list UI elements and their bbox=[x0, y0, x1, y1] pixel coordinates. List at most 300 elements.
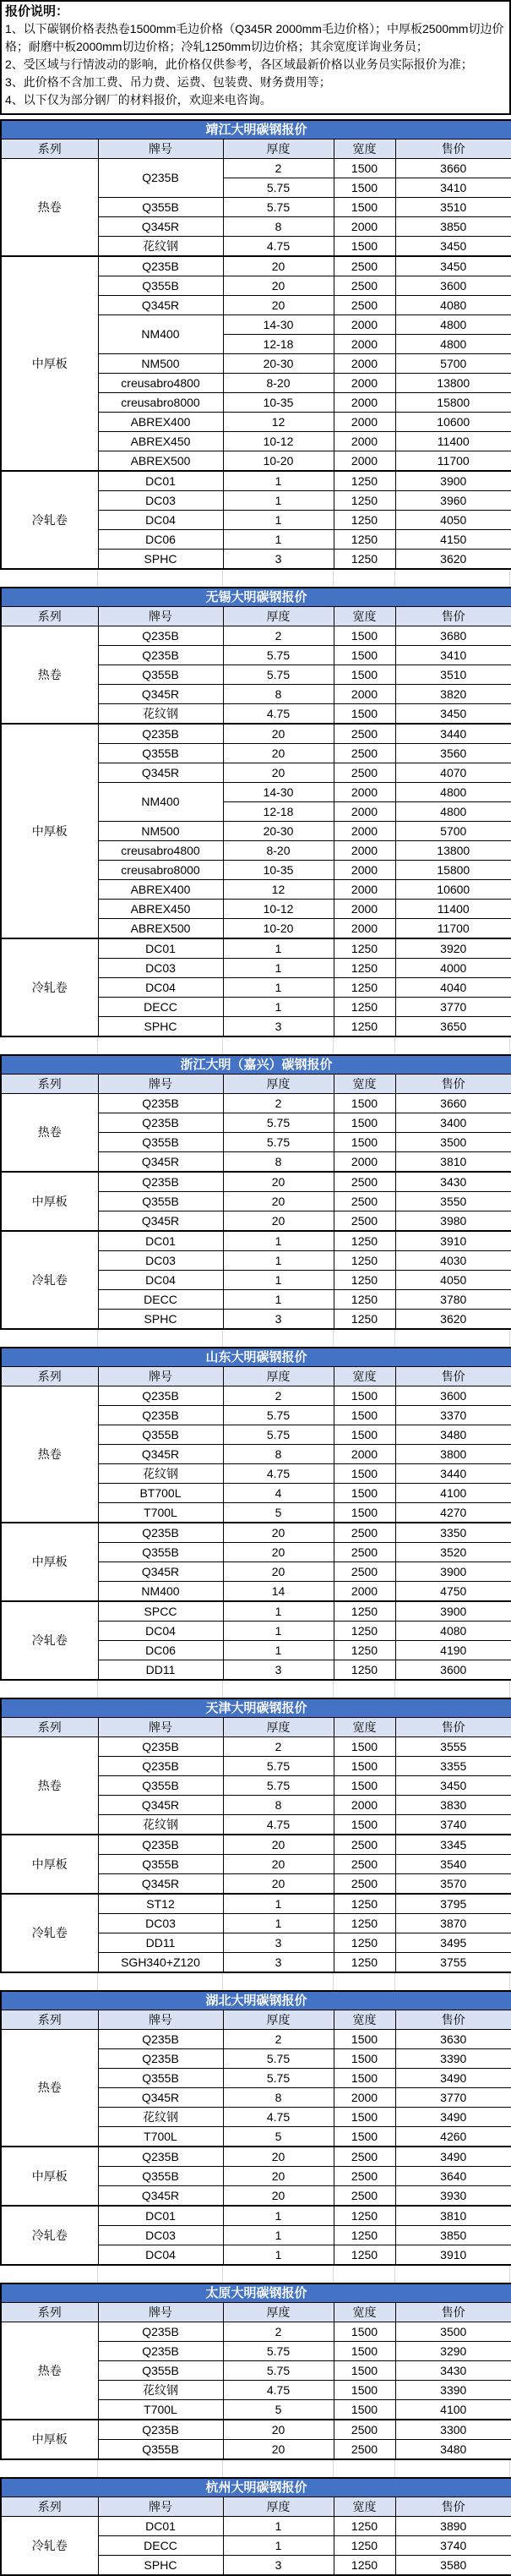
series-cell: 热卷 bbox=[1, 1737, 98, 1835]
column-header-width: 宽度 bbox=[334, 2010, 395, 2030]
thickness-cell: 20 bbox=[223, 296, 334, 315]
width-cell: 2500 bbox=[334, 744, 395, 763]
column-header-series: 系列 bbox=[1, 2497, 98, 2517]
price-cell: 3780 bbox=[395, 1290, 511, 1310]
grade-cell: 花纹钢 bbox=[98, 1815, 223, 1835]
width-cell: 2500 bbox=[334, 2186, 395, 2207]
width-cell: 1250 bbox=[334, 2536, 395, 2556]
grade-cell: Q345R bbox=[98, 2088, 223, 2108]
grade-cell: Q345R bbox=[98, 763, 223, 783]
width-cell: 1500 bbox=[334, 2381, 395, 2400]
thickness-cell: 20 bbox=[223, 724, 334, 744]
series-cell: 热卷 bbox=[1, 2322, 98, 2420]
column-header-width: 宽度 bbox=[334, 139, 395, 159]
price-cell: 3630 bbox=[395, 2030, 511, 2049]
thickness-cell: 12-18 bbox=[223, 802, 334, 822]
thickness-cell: 1 bbox=[223, 998, 334, 1017]
width-cell: 1250 bbox=[334, 1251, 395, 1271]
width-cell: 1500 bbox=[334, 178, 395, 198]
price-cell: 3570 bbox=[395, 1874, 511, 1895]
price-cell: 11400 bbox=[395, 900, 511, 919]
thickness-cell: 5.75 bbox=[223, 1757, 334, 1776]
width-cell: 2000 bbox=[334, 1445, 395, 1464]
price-cell: 4000 bbox=[395, 959, 511, 978]
width-cell: 1500 bbox=[334, 646, 395, 665]
grade-cell: Q345R bbox=[98, 1562, 223, 1582]
price-table bbox=[0, 1698, 511, 1973]
grade-cell: Q355B bbox=[98, 2167, 223, 2186]
series-cell: 中厚板 bbox=[1, 1523, 98, 1601]
column-header-width: 宽度 bbox=[334, 1367, 395, 1386]
width-cell: 1250 bbox=[334, 1601, 395, 1622]
thickness-cell: 1 bbox=[223, 1622, 334, 1641]
grade-cell: DC03 bbox=[98, 1914, 223, 1933]
grade-cell: creusabro8000 bbox=[98, 393, 223, 413]
grade-cell: Q235B bbox=[98, 1523, 223, 1543]
grade-cell: DC01 bbox=[98, 2206, 223, 2226]
column-header-thickness: 厚度 bbox=[223, 2497, 334, 2517]
column-header-price: 售价 bbox=[395, 2010, 511, 2030]
width-cell: 1250 bbox=[334, 2517, 395, 2536]
grade-cell: DD11 bbox=[98, 1933, 223, 1953]
price-cell: 3900 bbox=[395, 471, 511, 491]
grade-cell: Q355B bbox=[98, 1543, 223, 1562]
thickness-cell: 5.75 bbox=[223, 665, 334, 685]
price-cell: 3600 bbox=[395, 1386, 511, 1406]
price-cell: 5700 bbox=[395, 822, 511, 841]
thickness-cell: 20 bbox=[223, 1523, 334, 1543]
price-table bbox=[0, 119, 511, 570]
thickness-cell: 4.75 bbox=[223, 1815, 334, 1835]
thickness-cell: 20 bbox=[223, 1543, 334, 1562]
width-cell: 1250 bbox=[334, 1622, 395, 1641]
column-header-thickness: 厚度 bbox=[223, 2303, 334, 2322]
thickness-cell: 8-20 bbox=[223, 374, 334, 393]
grade-cell: Q355B bbox=[98, 2361, 223, 2381]
price-cell: 3540 bbox=[395, 1855, 511, 1874]
thickness-cell: 2 bbox=[223, 2322, 334, 2342]
thickness-cell: 2 bbox=[223, 1094, 334, 1113]
width-cell: 2000 bbox=[334, 393, 395, 413]
width-cell: 1500 bbox=[334, 159, 395, 178]
width-cell: 1250 bbox=[334, 2206, 395, 2226]
grade-cell: creusabro4800 bbox=[98, 841, 223, 861]
price-table-grid bbox=[0, 1698, 511, 1973]
price-cell: 4800 bbox=[395, 315, 511, 335]
grade-cell: 花纹钢 bbox=[98, 1464, 223, 1484]
thickness-cell: 5 bbox=[223, 2127, 334, 2147]
width-cell: 2000 bbox=[334, 802, 395, 822]
width-cell: 2500 bbox=[334, 1172, 395, 1192]
width-cell: 2500 bbox=[334, 276, 395, 296]
thickness-cell: 20 bbox=[223, 2186, 334, 2207]
grade-cell: Q235B bbox=[98, 724, 223, 744]
price-cell: 4800 bbox=[395, 783, 511, 802]
thickness-cell: 1 bbox=[223, 1290, 334, 1310]
grade-cell: Q355B bbox=[98, 744, 223, 763]
price-cell: 3410 bbox=[395, 178, 511, 198]
thickness-cell: 4.75 bbox=[223, 2108, 334, 2127]
width-cell: 2500 bbox=[334, 1855, 395, 1874]
price-cell: 3490 bbox=[395, 2069, 511, 2088]
width-cell: 1250 bbox=[334, 1933, 395, 1953]
thickness-cell: 10-12 bbox=[223, 432, 334, 451]
price-table-grid bbox=[0, 1054, 511, 1330]
width-cell: 2500 bbox=[334, 724, 395, 744]
grade-cell: DC06 bbox=[98, 530, 223, 550]
column-header-price: 售价 bbox=[395, 607, 511, 626]
grade-cell: NM500 bbox=[98, 354, 223, 374]
grade-cell: BT700L bbox=[98, 1484, 223, 1503]
price-cell: 3440 bbox=[395, 724, 511, 744]
price-table bbox=[0, 2477, 511, 2576]
grade-cell: Q355B bbox=[98, 276, 223, 296]
thickness-cell: 3 bbox=[223, 1933, 334, 1953]
thickness-cell: 5 bbox=[223, 1503, 334, 1523]
thickness-cell: 1 bbox=[223, 2517, 334, 2536]
price-cell: 4190 bbox=[395, 1641, 511, 1660]
grade-cell: DC01 bbox=[98, 938, 223, 959]
price-cell: 11700 bbox=[395, 451, 511, 472]
width-cell: 2500 bbox=[334, 296, 395, 315]
price-cell: 3370 bbox=[395, 1406, 511, 1425]
width-cell: 1500 bbox=[334, 2030, 395, 2049]
column-header-width: 宽度 bbox=[334, 607, 395, 626]
grade-cell: Q345R bbox=[98, 685, 223, 704]
width-cell: 2000 bbox=[334, 919, 395, 939]
width-cell: 1500 bbox=[334, 2069, 395, 2088]
price-cell: 4150 bbox=[395, 530, 511, 550]
price-cell: 3400 bbox=[395, 1113, 511, 1133]
price-cell: 4080 bbox=[395, 1622, 511, 1641]
thickness-cell: 3 bbox=[223, 1953, 334, 1973]
column-header-price: 售价 bbox=[395, 2497, 511, 2517]
width-cell: 1500 bbox=[334, 237, 395, 257]
width-cell: 1500 bbox=[334, 1406, 395, 1425]
price-cell: 3740 bbox=[395, 2536, 511, 2556]
tables-container bbox=[0, 119, 511, 2576]
price-cell: 4040 bbox=[395, 978, 511, 998]
thickness-cell: 10-12 bbox=[223, 900, 334, 919]
grade-cell: Q235B bbox=[98, 2147, 223, 2167]
thickness-cell: 1 bbox=[223, 959, 334, 978]
thickness-cell: 20 bbox=[223, 763, 334, 783]
thickness-cell: 3 bbox=[223, 1310, 334, 1330]
thickness-cell: 1 bbox=[223, 1271, 334, 1290]
thickness-cell: 1 bbox=[223, 2536, 334, 2556]
grade-cell: Q235B bbox=[98, 1406, 223, 1425]
thickness-cell: 20 bbox=[223, 1192, 334, 1211]
width-cell: 2500 bbox=[334, 2147, 395, 2167]
price-cell: 3500 bbox=[395, 1133, 511, 1152]
price-cell: 3660 bbox=[395, 159, 511, 178]
price-cell: 3440 bbox=[395, 1464, 511, 1484]
grade-cell: Q345R bbox=[98, 296, 223, 315]
price-cell: 4100 bbox=[395, 2400, 511, 2420]
table-gap bbox=[0, 570, 511, 587]
column-header-grade: 牌号 bbox=[98, 1075, 223, 1094]
table-gap bbox=[0, 2266, 511, 2283]
price-cell: 4270 bbox=[395, 1503, 511, 1523]
width-cell: 1250 bbox=[334, 959, 395, 978]
column-header-width: 宽度 bbox=[334, 2497, 395, 2517]
width-cell: 2500 bbox=[334, 1835, 395, 1855]
series-cell: 冷轧卷 bbox=[1, 938, 98, 1036]
grade-cell: ABREX500 bbox=[98, 919, 223, 939]
column-header-series: 系列 bbox=[1, 1718, 98, 1737]
grade-cell: ABREX500 bbox=[98, 451, 223, 472]
grade-cell: ABREX400 bbox=[98, 880, 223, 900]
thickness-cell: 5.75 bbox=[223, 1425, 334, 1445]
price-cell: 4050 bbox=[395, 1271, 511, 1290]
thickness-cell: 2 bbox=[223, 159, 334, 178]
table-title: 山东大明碳钢报价 bbox=[1, 1348, 511, 1367]
price-cell: 4080 bbox=[395, 296, 511, 315]
thickness-cell: 5.75 bbox=[223, 178, 334, 198]
width-cell: 1500 bbox=[334, 704, 395, 725]
width-cell: 2500 bbox=[334, 2420, 395, 2440]
grade-cell: Q355B bbox=[98, 1855, 223, 1874]
price-cell: 3450 bbox=[395, 256, 511, 276]
grade-cell: Q235B bbox=[98, 2420, 223, 2440]
thickness-cell: 3 bbox=[223, 550, 334, 570]
price-cell: 10600 bbox=[395, 413, 511, 432]
width-cell: 1500 bbox=[334, 1484, 395, 1503]
thickness-cell: 20 bbox=[223, 1211, 334, 1232]
price-cell: 3510 bbox=[395, 198, 511, 217]
price-cell: 15800 bbox=[395, 861, 511, 880]
thickness-cell: 14 bbox=[223, 1582, 334, 1602]
grade-cell: DC03 bbox=[98, 959, 223, 978]
column-header-price: 售价 bbox=[395, 1718, 511, 1737]
width-cell: 2000 bbox=[334, 335, 395, 354]
price-table-grid bbox=[0, 1990, 511, 2266]
grade-cell: ABREX400 bbox=[98, 413, 223, 432]
grade-cell: DC04 bbox=[98, 1622, 223, 1641]
grade-cell: ABREX450 bbox=[98, 900, 223, 919]
grade-cell: Q235B bbox=[98, 1757, 223, 1776]
price-cell: 3640 bbox=[395, 2167, 511, 2186]
thickness-cell: 10-35 bbox=[223, 861, 334, 880]
width-cell: 2000 bbox=[334, 451, 395, 472]
price-table bbox=[0, 2283, 511, 2460]
price-cell: 3900 bbox=[395, 1601, 511, 1622]
grade-cell: 花纹钢 bbox=[98, 2381, 223, 2400]
price-cell: 3980 bbox=[395, 1211, 511, 1232]
price-cell: 3770 bbox=[395, 998, 511, 1017]
thickness-cell: 5.75 bbox=[223, 646, 334, 665]
thickness-cell: 20 bbox=[223, 2147, 334, 2167]
thickness-cell: 8 bbox=[223, 685, 334, 704]
series-cell: 中厚板 bbox=[1, 1172, 98, 1231]
price-cell: 3345 bbox=[395, 1835, 511, 1855]
thickness-cell: 20 bbox=[223, 1172, 334, 1192]
width-cell: 2000 bbox=[334, 783, 395, 802]
notes-line-4: 4、以下仅为部分钢厂的材料报价，欢迎来电咨询。 bbox=[5, 93, 272, 107]
thickness-cell: 5.75 bbox=[223, 198, 334, 217]
column-header-grade: 牌号 bbox=[98, 2303, 223, 2322]
column-header-series: 系列 bbox=[1, 1367, 98, 1386]
width-cell: 1250 bbox=[334, 530, 395, 550]
price-cell: 4750 bbox=[395, 1582, 511, 1602]
width-cell: 1500 bbox=[334, 2342, 395, 2361]
series-cell: 热卷 bbox=[1, 159, 98, 257]
thickness-cell: 2 bbox=[223, 626, 334, 646]
table-title: 天津大明碳钢报价 bbox=[1, 1698, 511, 1718]
column-header-series: 系列 bbox=[1, 607, 98, 626]
thickness-cell: 20 bbox=[223, 2440, 334, 2460]
width-cell: 2500 bbox=[334, 2440, 395, 2460]
grade-cell: Q235B bbox=[98, 646, 223, 665]
price-cell: 15800 bbox=[395, 393, 511, 413]
thickness-cell: 1 bbox=[223, 2226, 334, 2245]
grade-cell: Q235B bbox=[98, 2322, 223, 2342]
grade-cell: 花纹钢 bbox=[98, 704, 223, 725]
width-cell: 2000 bbox=[334, 1152, 395, 1173]
price-cell: 11400 bbox=[395, 432, 511, 451]
width-cell: 2500 bbox=[334, 1192, 395, 1211]
grade-cell: DD11 bbox=[98, 1660, 223, 1681]
grade-cell: Q235B bbox=[98, 159, 223, 198]
width-cell: 2000 bbox=[334, 841, 395, 861]
thickness-cell: 5.75 bbox=[223, 1776, 334, 1796]
thickness-cell: 2 bbox=[223, 2030, 334, 2049]
width-cell: 1500 bbox=[334, 1503, 395, 1523]
width-cell: 2000 bbox=[334, 217, 395, 237]
price-cell: 3560 bbox=[395, 744, 511, 763]
thickness-cell: 1 bbox=[223, 1894, 334, 1914]
thickness-cell: 1 bbox=[223, 1601, 334, 1622]
width-cell: 1500 bbox=[334, 198, 395, 217]
width-cell: 1500 bbox=[334, 1386, 395, 1406]
column-header-series: 系列 bbox=[1, 139, 98, 159]
grade-cell: DC01 bbox=[98, 2517, 223, 2536]
thickness-cell: 20 bbox=[223, 2167, 334, 2186]
price-cell: 3755 bbox=[395, 1953, 511, 1973]
column-header-thickness: 厚度 bbox=[223, 1367, 334, 1386]
price-cell: 3620 bbox=[395, 1310, 511, 1330]
price-cell: 3850 bbox=[395, 217, 511, 237]
thickness-cell: 4.75 bbox=[223, 1464, 334, 1484]
grade-cell: NM500 bbox=[98, 822, 223, 841]
series-cell: 中厚板 bbox=[1, 1835, 98, 1894]
column-header-price: 售价 bbox=[395, 2303, 511, 2322]
width-cell: 1250 bbox=[334, 1894, 395, 1914]
grade-cell: DC04 bbox=[98, 511, 223, 530]
grade-cell: Q345R bbox=[98, 1874, 223, 1895]
width-cell: 1250 bbox=[334, 511, 395, 530]
grade-cell: Q235B bbox=[98, 1113, 223, 1133]
price-cell: 3450 bbox=[395, 704, 511, 725]
price-cell: 4070 bbox=[395, 763, 511, 783]
price-table bbox=[0, 587, 511, 1037]
grade-cell: DC04 bbox=[98, 2245, 223, 2266]
price-table bbox=[0, 1347, 511, 1681]
width-cell: 1250 bbox=[334, 1641, 395, 1660]
price-cell: 3660 bbox=[395, 1094, 511, 1113]
column-header-width: 宽度 bbox=[334, 2303, 395, 2322]
series-cell: 中厚板 bbox=[1, 2420, 98, 2459]
column-header-series: 系列 bbox=[1, 1075, 98, 1094]
thickness-cell: 12 bbox=[223, 413, 334, 432]
series-cell: 冷轧卷 bbox=[1, 1601, 98, 1680]
thickness-cell: 1 bbox=[223, 2245, 334, 2266]
series-cell: 冷轧卷 bbox=[1, 471, 98, 569]
width-cell: 1250 bbox=[334, 2556, 395, 2576]
notes-block bbox=[0, 0, 511, 115]
price-cell: 3300 bbox=[395, 2420, 511, 2440]
thickness-cell: 1 bbox=[223, 2206, 334, 2226]
grade-cell: DC01 bbox=[98, 1231, 223, 1251]
thickness-cell: 14-30 bbox=[223, 315, 334, 335]
width-cell: 2500 bbox=[334, 256, 395, 276]
grade-cell: SPHC bbox=[98, 1310, 223, 1330]
price-cell: 3930 bbox=[395, 2186, 511, 2207]
thickness-cell: 5.75 bbox=[223, 1113, 334, 1133]
price-cell: 3580 bbox=[395, 2556, 511, 2576]
notes-line-3: 3、此价格不含加工费、吊力费、运费、包装费、财务费用等； bbox=[5, 75, 331, 89]
width-cell: 1500 bbox=[334, 2108, 395, 2127]
thickness-cell: 14-30 bbox=[223, 783, 334, 802]
column-header-grade: 牌号 bbox=[98, 2497, 223, 2517]
width-cell: 2000 bbox=[334, 413, 395, 432]
thickness-cell: 10-20 bbox=[223, 919, 334, 939]
grade-cell: DECC bbox=[98, 998, 223, 1017]
thickness-cell: 20 bbox=[223, 744, 334, 763]
width-cell: 1500 bbox=[334, 1094, 395, 1113]
price-cell: 3620 bbox=[395, 550, 511, 570]
width-cell: 1250 bbox=[334, 1017, 395, 1037]
grade-cell: Q235B bbox=[98, 2342, 223, 2361]
table-gap bbox=[0, 1973, 511, 1990]
grade-cell: ABREX450 bbox=[98, 432, 223, 451]
width-cell: 1500 bbox=[334, 626, 395, 646]
width-cell: 2000 bbox=[334, 315, 395, 335]
width-cell: 1250 bbox=[334, 1231, 395, 1251]
price-cell: 4260 bbox=[395, 2127, 511, 2147]
width-cell: 1500 bbox=[334, 1133, 395, 1152]
grade-cell: Q235B bbox=[98, 2030, 223, 2049]
thickness-cell: 4.75 bbox=[223, 2381, 334, 2400]
grade-cell: Q345R bbox=[98, 2186, 223, 2207]
price-cell: 4800 bbox=[395, 802, 511, 822]
series-cell: 中厚板 bbox=[1, 2147, 98, 2206]
grade-cell: Q355B bbox=[98, 1192, 223, 1211]
width-cell: 2000 bbox=[334, 861, 395, 880]
width-cell: 1250 bbox=[334, 2226, 395, 2245]
column-header-grade: 牌号 bbox=[98, 607, 223, 626]
price-cell: 3555 bbox=[395, 1737, 511, 1757]
width-cell: 1250 bbox=[334, 998, 395, 1017]
width-cell: 2000 bbox=[334, 685, 395, 704]
grade-cell: 花纹钢 bbox=[98, 237, 223, 257]
width-cell: 1500 bbox=[334, 2127, 395, 2147]
price-cell: 10600 bbox=[395, 880, 511, 900]
price-table bbox=[0, 1054, 511, 1330]
grade-cell: SPHC bbox=[98, 2556, 223, 2576]
grade-cell: Q235B bbox=[98, 1094, 223, 1113]
price-cell: 3890 bbox=[395, 2517, 511, 2536]
price-cell: 3495 bbox=[395, 1933, 511, 1953]
series-cell: 热卷 bbox=[1, 626, 98, 725]
width-cell: 1250 bbox=[334, 2245, 395, 2266]
price-cell: 13800 bbox=[395, 374, 511, 393]
width-cell: 2000 bbox=[334, 354, 395, 374]
width-cell: 1250 bbox=[334, 1310, 395, 1330]
column-header-price: 售价 bbox=[395, 1075, 511, 1094]
grade-cell: Q355B bbox=[98, 665, 223, 685]
price-cell: 3410 bbox=[395, 646, 511, 665]
